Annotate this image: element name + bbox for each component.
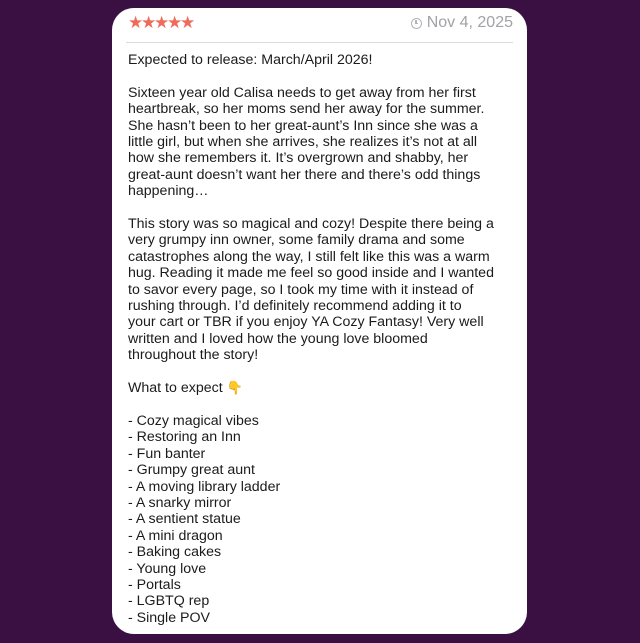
text-line: happening… [128,183,209,200]
star-icon: ★ [128,13,144,32]
text-line: She hasn’t been to her great-aunt’s Inn since she was a [128,117,478,134]
list-item: - LGBTQ rep [128,593,210,610]
release-line: Expected to release: March/April 2026! [128,52,373,68]
review-card [112,8,527,634]
text-line: written and I loved how the young love bloomed [128,330,428,347]
text-line: your cart or TBR if you enjoy YA Cozy Fantasy! Very well [128,314,484,331]
text-line: throughout the story! [128,347,259,364]
list-item: - Baking cakes [128,544,222,561]
synopsis-paragraph [128,85,514,200]
list-item: - A snarky mirror [128,494,232,511]
text-line: hug. Reading it made me feel so good inside and I wanted [128,265,494,282]
list-item: - A moving library ladder [128,478,281,495]
text-line: catastrophes along the way, I still felt like this was a warm [128,248,490,265]
star-icon: ★ [167,13,183,32]
list-item: - Grumpy great aunt [128,462,255,479]
clock-icon [411,18,422,29]
opinion-paragraph [128,216,514,364]
list-item: - Cozy magical vibes [128,412,259,429]
text-line: to savor every page, so I took my time with it instead of [128,281,474,298]
star-icon: ★ [141,13,157,32]
list-item: - Portals [128,576,181,593]
star-icon: ★ [180,13,196,32]
star-icon: ★ [154,13,170,32]
review-date [411,14,513,32]
review-header [112,8,527,44]
list-item: - Fun banter [128,445,206,462]
list-item: - A sentient statue [128,511,241,528]
list-item: - Single POV [128,609,211,626]
text-line: This story was so magical and cozy! Despite there being a [128,216,494,233]
expect-heading [128,380,514,396]
text-line: Sixteen year old Calisa needs to get away from her first [128,84,476,101]
text-line: rushing through. I’d definitely recommend adding it to [128,298,462,315]
list-item: - A mini dragon [128,527,223,544]
review-date-text: Nov 4, 2025 [426,14,513,31]
list-item: - Restoring an Inn [128,429,241,446]
list-item: - Young love [128,560,207,577]
text-line: great-aunt doesn’t want her there and there’s odd things [128,166,481,183]
text-line: how she remembers it. It’s overgrown and shabby, her [128,150,469,167]
expect-heading-text: What to expect [128,380,223,397]
header-divider [126,42,513,43]
review-body [128,52,514,626]
expect-list [128,413,514,626]
star-rating [128,13,196,33]
text-line: little girl, but when she arrives, she realizes it’s not at all [128,134,478,151]
text-line: very grumpy inn owner, some family drama and some [128,232,465,249]
pointing-down-icon: 👇 [226,380,243,396]
text-line: heartbreak, so her moms send her away for the summer. [128,101,485,118]
